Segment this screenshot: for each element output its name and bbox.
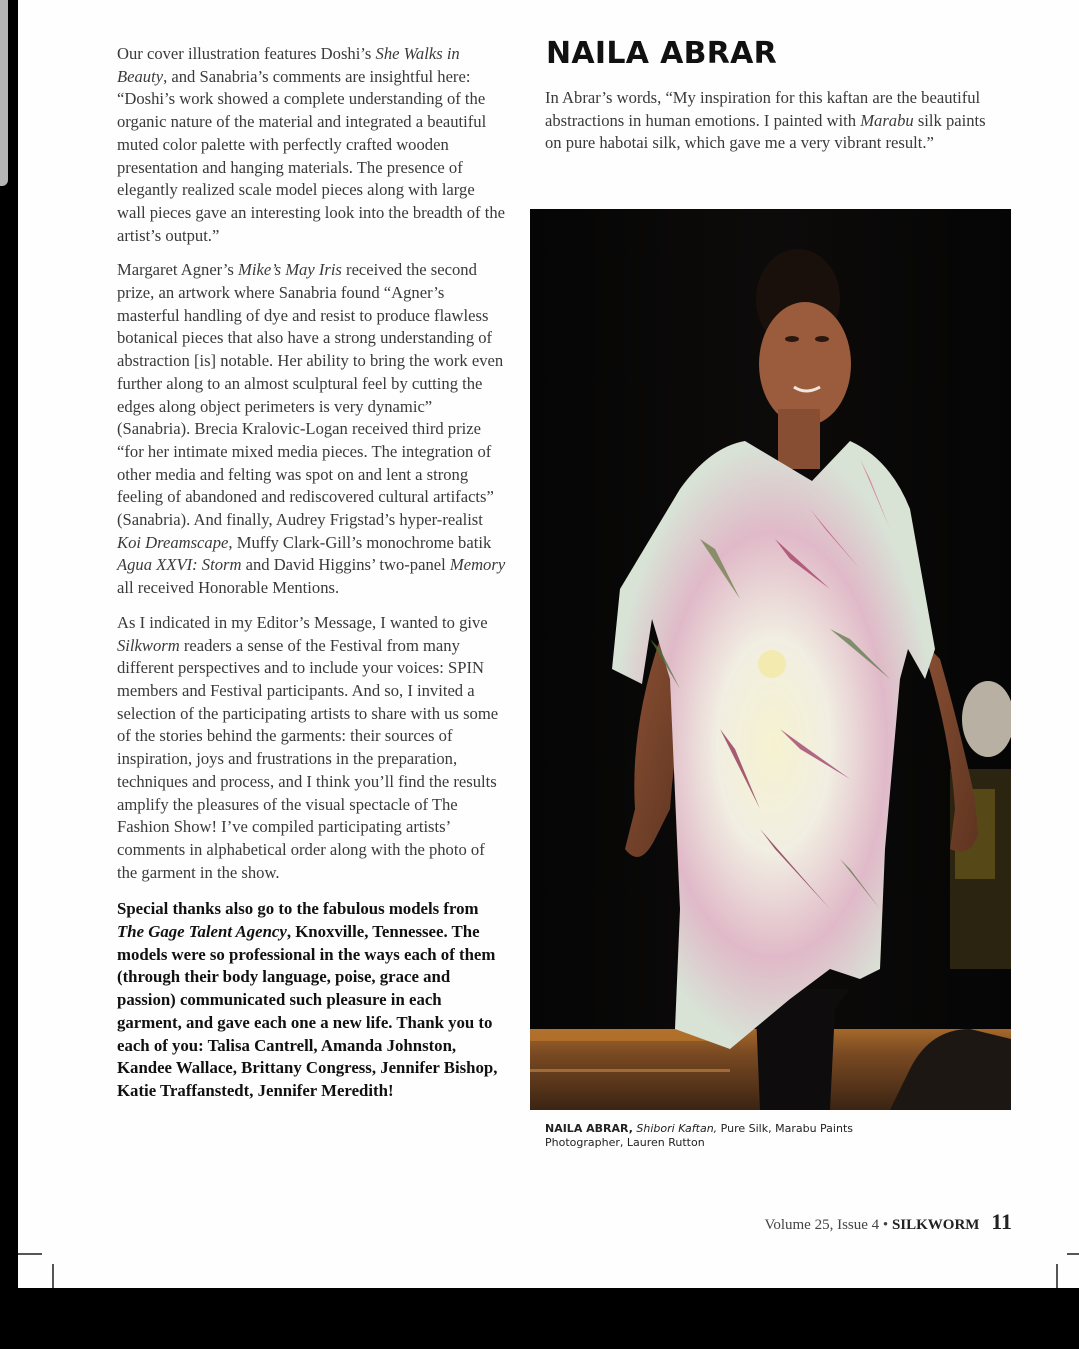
crop-mark-right-h — [1067, 1253, 1079, 1255]
agency-name: The Gage Talent Agency — [117, 922, 287, 942]
paragraph-special-thanks — [117, 898, 507, 1102]
artwork-title: Koi Dreamscape — [117, 532, 229, 552]
magazine-title: Silkworm — [117, 635, 180, 655]
crop-mark-right-v — [1056, 1264, 1058, 1288]
text: received the second prize, an artwork where Sanabria found “Agner’s masterful handling of dye and resist to produce flawless botanical pieces that also have a strong understanding of abstraction [is] notable. Her ability to bring the work even further along to an almost sculptural feel by cutting the edges along object perimeters is very dynamic” (Sanabria). Brecia Kralovic-Logan received third prize “for her intimate mixed media pieces. The integration of other media and felting was spot on and lent a strong feeling of abandoned and rediscovered cultural artifacts” (Sanabria). And finally, Audrey Frigstad’s hyper-realist — [117, 260, 504, 530]
text: silk paints on pure habotai silk, which gave me a very vibrant result.” — [545, 110, 986, 153]
artist-quote — [545, 87, 1005, 155]
text: As I indicated in my Editor’s Message, I wanted to give — [117, 612, 488, 632]
photo-model-runway-icon — [530, 209, 1011, 1110]
artwork-title: She Walks in Beauty — [117, 44, 460, 86]
artist-heading: NAILA ABRAR — [546, 36, 778, 71]
issue-info: Volume 25, Issue 4 — [764, 1217, 880, 1233]
crop-mark-left-v — [52, 1264, 54, 1288]
text: , and Sanabria’s comments are insightful here: “Doshi’s work showed a complete understanding of the organic nature of the material and integrated a beautiful muted color palette with perfectly crafted wooden presentation and hanging materials. The presence of elegantly realized scale model pieces along with large wall pieces gave an interesting look into the breadth of the artist’s output.” — [117, 66, 505, 245]
artist-name: NAILA ABRAR, — [545, 1122, 633, 1135]
text: and David Higgins’ two-panel — [241, 555, 450, 575]
artwork-title: Agua XXVI: Storm — [117, 555, 242, 575]
magazine-brand: SILKWORM — [891, 1217, 980, 1233]
text: Special thanks also go to the fabulous models from — [117, 899, 479, 919]
text: Margaret Agner’s — [117, 260, 239, 280]
paragraph-editors-message — [117, 612, 507, 884]
artwork-title: Mike’s May Iris — [238, 260, 342, 280]
artwork-title: Memory — [449, 555, 506, 575]
paragraph-prizes — [117, 259, 507, 600]
brand-name: Marabu — [860, 110, 914, 130]
garment-photo — [530, 209, 1011, 1110]
left-column — [117, 43, 507, 1115]
text: readers a sense of the Festival from many different perspectives and to include your voices: SPIN members and Festival participants. And so, I invited a selection of the participating artists to share with us some of the stories behind the garments: their sources of inspiration, joys and frustrations in the preparation, techniques and process, and I think you’ll find the results amplify the pleasures of the visual spectacle of The Fashion Show! I’ve compiled participating artists’ comments in alphabetical order along with the photo of the garment in the show. — [117, 635, 499, 882]
garment-title: Shibori Kaftan, — [636, 1122, 718, 1135]
text: Our cover illustration features Doshi’s — [117, 44, 376, 63]
scrollbar-thumb[interactable] — [0, 0, 8, 186]
photo-credit: Photographer, Lauren Rutton — [545, 1136, 705, 1149]
magazine-page — [18, 0, 1079, 1288]
bullet-separator: • — [882, 1217, 889, 1233]
text: , Knoxville, Tennessee. The models were so professional in the ways each of them (through their body language, poise, grace and passion) communicated such pleasure in each garment, and gave each one a new life. Thank you to each of you: Talisa Cantrell, Amanda Johnston, Kandee Wallace, Brittany Congress, Jennifer Bishop, Katie Traffanstedt, Jennifer Meredith! — [117, 922, 498, 1100]
paragraph-cover-illustration — [117, 43, 507, 247]
text: , Muffy Clark-Gill’s monochrome batik — [228, 532, 492, 552]
crop-mark-left-h — [18, 1253, 42, 1255]
page-number: 11 — [991, 1209, 1012, 1234]
caption-line-1 — [545, 1122, 1015, 1136]
materials: Pure Silk, Marabu Paints — [720, 1122, 853, 1135]
model-face — [759, 302, 851, 426]
page-footer — [764, 1209, 1012, 1235]
text: In Abrar’s words, “My inspiration for this kaftan are the beautiful abstractions in human emotions. I painted with — [545, 88, 981, 130]
text: all received Honorable Mentions. — [117, 578, 340, 598]
photo-caption — [545, 1122, 1015, 1150]
